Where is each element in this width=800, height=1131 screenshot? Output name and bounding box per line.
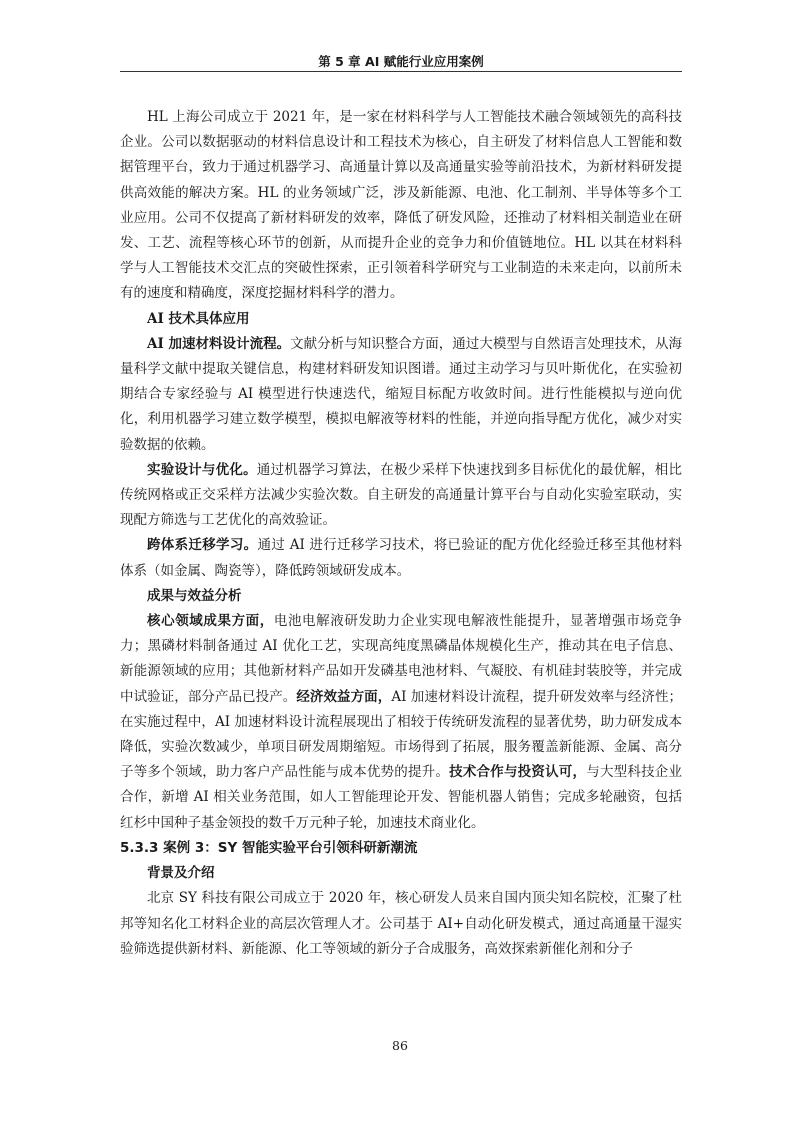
lead-cooperation: 技术合作与投资认可，	[449, 764, 587, 781]
paragraph-results	[120, 609, 682, 836]
text-cooperation: 与大型科技企业合作，新增 AI 相关业务范围，如人工智能理论开发、智能机器人销售；完成多轮融资，包括红杉中国种子基金领投的数千万元种子轮，加速技术商业化。	[120, 764, 683, 831]
text-ai-design: 文献分析与知识整合方面，通过大模型与自然语言处理技术，从海量科学文献中提取关键信息，构建材料研发知识图谱。通过主动学习与贝叶斯优化，在实验初期结合专家经验与 AI 模型进行快速迭代，缩短目标配方收敛时间。进行性能模拟与逆向优化，利用机器学习建立数学模型，模拟电解液等材料的性能，并逆向指导配方优化，减少对实验数据的依赖。	[120, 335, 682, 453]
paragraph-ai-design	[120, 332, 682, 458]
text-transfer-learning: 通过 AI 进行迁移学习技术，将已验证的配方优化经验迁移至其他材料体系（如金属、陶瓷等），降低跨领域研发成本。	[120, 537, 683, 579]
paragraph-experiment-design	[120, 458, 682, 534]
lead-experiment-design: 实验设计与优化。	[147, 461, 257, 478]
text-economic-benefits: AI 加速材料设计流程，提升研发效率与经济性；在实施过程中，AI 加速材料设计流程展现出了相较于传统研发流程的显著优势，助力研发成本降低，实验次数减少，单项目研发周期缩短。市场得到了拓展，服务覆盖新能源、金属、高分子等多个领域，助力客户产品性能与成本优势的提升。	[120, 688, 683, 781]
text-experiment-design: 通过机器学习算法，在极少采样下快速找到多目标优化的最优解，相比传统网格或正交采样方法减少实验次数。自主研发的高通量计算平台与自动化实验室联动，实现配方筛选与工艺优化的高效验证。	[120, 461, 683, 529]
paragraph-transfer-learning	[120, 533, 682, 583]
lead-transfer-learning: 跨体系迁移学习。	[147, 537, 258, 554]
page-number: 86	[392, 1038, 408, 1053]
subsection-heading-case3: 5.3.3 案例 3：SY 智能实验平台引领科研新潮流	[120, 839, 418, 856]
page-body	[120, 105, 682, 962]
company-intro-paragraph: HL 上海公司成立于 2021 年，是一家在材料科学与人工智能技术融合领域领先的高科技企业。公司以数据驱动的材料信息设计和工程技术为核心，自主研发了材料信息人工智能和数据管理平台，致力于通过机器学习、高通量计算以及高通量实验等前沿技术，为新材料研发提供高效能的解决方案。HL 的业务领域广泛，涉及新能源、电池、化工制剂、半导体等多个工业应用。公司不仅提高了新材料研发的效率，降低了研发风险，还推动了材料相关制造业在研发、工艺、流程等核心环节的创新，从而提升企业的竞争力和价值链地位。HL 以其在材料科学与人工智能技术交汇点的突破性探索，正引领着科学研究与工业制造的未来走向，以前所未有的速度和精确度，深度挖掘材料科学的潜力。	[120, 109, 682, 302]
section-heading-ai-applications: AI 技术具体应用	[147, 310, 250, 327]
section-heading-results: 成果与效益分析	[147, 587, 242, 604]
lead-core-results: 核心领域成果方面，	[147, 613, 274, 630]
header-rule	[120, 71, 682, 72]
lead-economic-benefits: 经济效益方面，	[296, 688, 392, 705]
paragraph-sy-intro: 北京 SY 科技有限公司成立于 2020 年，核心研发人员来自国内顶尖知名院校，汇聚了杜邦等知名化工材料企业的高层次管理人才。公司基于 AI+自动化研发模式，通过高通量干湿实验筛选提供新材料、新能源、化工等领域的新分子合成服务，高效探索新催化剂和分子	[120, 890, 682, 957]
lead-ai-design: AI 加速材料设计流程。	[147, 335, 291, 352]
text-core-results: 电池电解液研发助力企业实现电解液性能提升，显著增强市场竞争力；黑磷材料制备通过 AI 优化工艺，实现高纯度黑磷晶体规模化生产，推动其在电子信息、新能源领域的应用；其他新材料产品如开发磷基电池材料、气凝胶、有机硅封装胶等，并完成中试验证，部分产品已投产。	[120, 613, 683, 705]
section-heading-background: 背景及介绍	[147, 865, 215, 882]
running-header: 第 5 章 AI 赋能行业应用案例	[318, 54, 484, 69]
